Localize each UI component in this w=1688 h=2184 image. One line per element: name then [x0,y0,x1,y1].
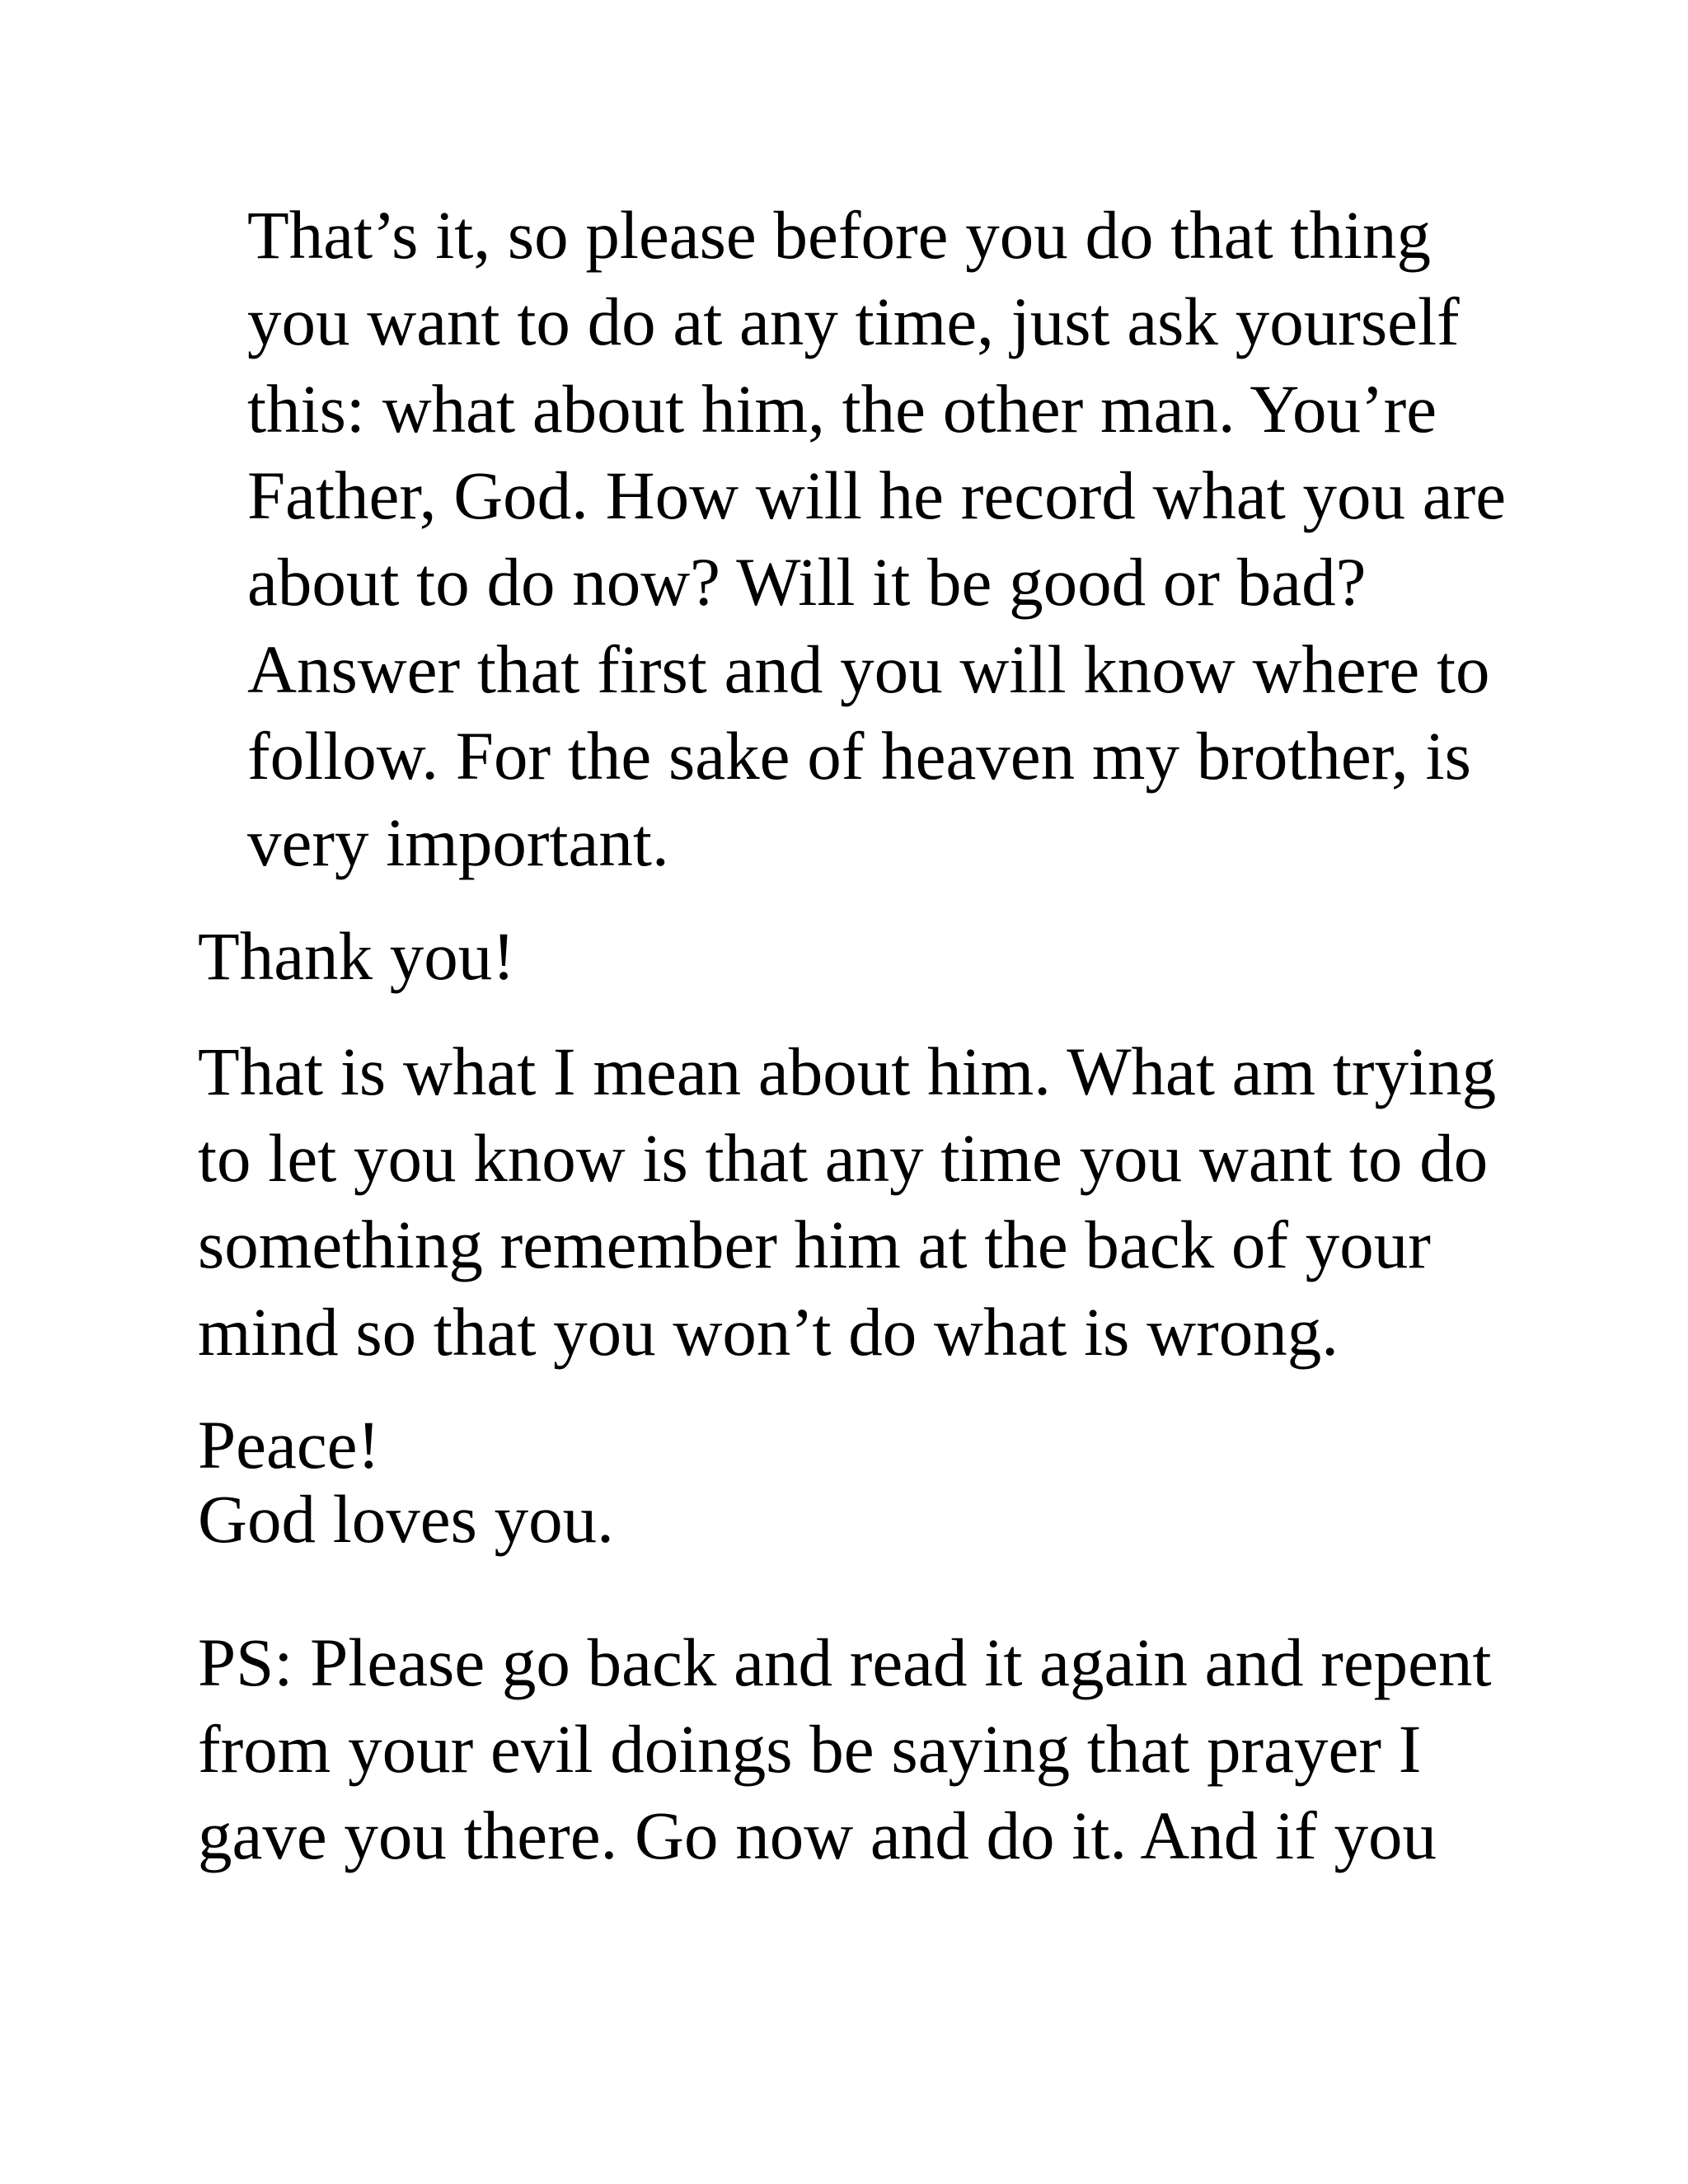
thank-you-line: Thank you! [198,918,515,994]
paragraph-line: to let you know is that any time you want to do [198,1120,1489,1196]
paragraph-line: about to do now? Will it be good or bad? [247,544,1367,620]
paragraph-line: That’s it, so please before you do that thing [247,197,1432,273]
paragraph-line: Answer that first and you will know where to [247,631,1490,707]
paragraph-line: mind so that you won’t do what is wrong. [198,1294,1339,1370]
paragraph-line: Father, God. How will he record what you are [247,457,1507,533]
paragraph-line: PS: Please go back and read it again and repent [198,1624,1492,1700]
paragraph-line: this: what about him, the other man. You’re [247,371,1437,447]
closing-line: Peace! [198,1407,381,1483]
paragraph-line: That is what I mean about him. What am trying [198,1033,1497,1109]
paragraph-line: very important. [247,804,669,880]
closing-line: God loves you. [198,1481,614,1557]
paragraph-line: from your evil doings be saying that prayer I [198,1711,1422,1787]
paragraph-line: follow. For the sake of heaven my brother, is [247,718,1471,794]
paragraph-line: you want to do at any time, just ask yourself [247,284,1460,359]
paragraph-line: something remember him at the back of your [198,1207,1431,1282]
paragraph-line: gave you there. Go now and do it. And if you [198,1797,1437,1873]
